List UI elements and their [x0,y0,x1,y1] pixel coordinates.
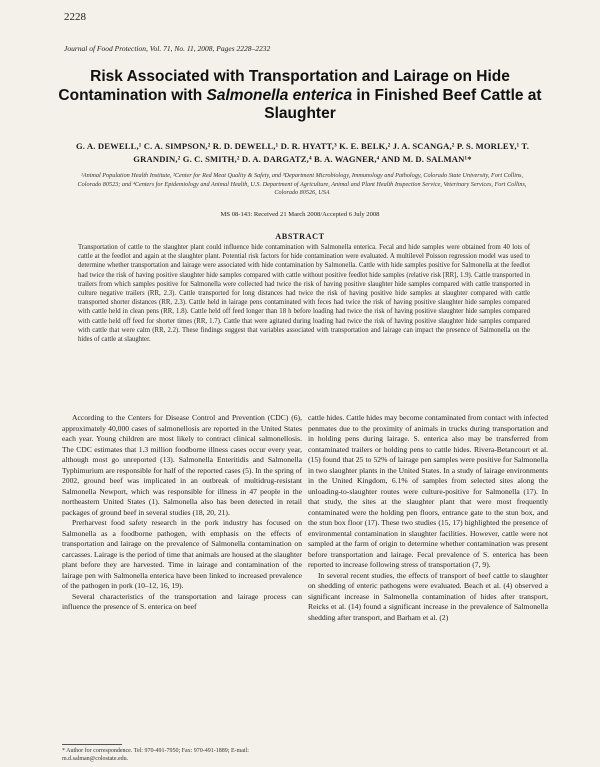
paragraph: In several recent studies, the effects of transport of beef cattle to slaughter on shedding of enteric pathogens were evaluated. Beach et al. (4) observed a significant increase in Salmonella contamination of hides after transport, Reicks et al. (14) found a significant increase in the prevalence of Salmonella shedding after transport, and Barham et al. (2) [308,570,548,622]
body-column-left [62,413,302,613]
correspondence-footnote: * Author for correspondence. Tel: 970-491-7950; Fax: 970-491-1889; E-mail: m.d.salman@colostate.edu. [62,748,249,762]
paragraph: According to the Centers for Disease Control and Prevention (CDC) (6), approximately 40,000 cases of salmonellosis are reported in the United States each year. Young children are most likely to contract clinical salmonellosis. The CDC estimates that 1.3 million foodborne illness cases occur every year, although most go unreported (13). Salmonella Enteritidis and Salmonella Typhimurium are responsible for half of the reported cases (5). In the spring of 2002, ground beef was implicated in an outbreak of multidrug-resistant Salmonella Newport, which was responsible for illness in 47 people in the northeastern United States (1). Salmonella also has been detected in retail packages of ground beef in several studies (18, 20, 21). [62,413,302,517]
paragraph: Prerharvest food safety research in the pork industry has focused on Salmonella as a foodborne pathogen, with emphasis on the effects of transportation and lairage on the prevalence of Salmonella contamination on carcasses. Lairage is the period of time that animals are housed at the slaughter plant before they are harvested. Time in lairage and contamination of the lairage pen with Salmonella enterica have been linked to increased prevalence of the pathogen in pork (10–12, 16, 19). [62,518,302,590]
abstract-heading: ABSTRACT [275,232,325,241]
abstract-text: Transportation of cattle to the slaughter plant could influence hide contamination with Salmonella enterica. Fecal and hide samples were obtained from 40 lots of cattle at the feedlot and again at the slaughter plant. Potential risk factors for hide contamination were evaluated. A multilevel Poisson regression model was used to determine whether transportation and lairage were associated with hide contamination by Salmonella. Cattle with hide samples positive for Salmonella at the feedlot had twice the risk of having positive slaughter hide samples compared with cattle without positive feedlot hide samples (relative risk [RR], 1.9). Cattle transported in trailers from which samples positive for Salmonella were collected had twice the risk of having positive slaughter hide samples compared with cattle transported in culture negative trailers (RR, 2.3). Cattle transported for long distances had twice the risk of having positive hide samples at slaughter compared with cattle transported shorter distances (RR, 2.3). Cattle held in lairage pens contaminated with feces had twice the risk of having positive slaughter hide samples compared with cattle held in clean pens (RR, 1.8). Cattle held off feed longer than 18 h before loading had twice the risk of having positive slaughter hide samples compared with cattle held off feed for shorter times (RR, 1.7). Cattle that were agitated during loading had twice the risk of having positive slaughter hide samples compared with cattle that were calm (RR, 2.2). These findings suggest that variables associated with transportation and lairage can impact the presence of Salmonella on the hides of cattle at slaughter. [78,244,530,344]
article-title [40,68,560,124]
author-list: G. A. DEWELL,¹ C. A. SIMPSON,² R. D. DEWELL,¹ D. R. HYATT,³ K. E. BELK,² J. A. SCANGA,² P. S. MORLEY,¹ T. GRANDIN,² G. C. SMITH,² D. A. DARGATZ,⁴ B. A. WAGNER,⁴ AND M. D. SALMAN¹* [75,141,530,164]
title-part-2: in Finished Beef Cattle at Slaughter [264,86,542,122]
footnote-rule [62,744,122,745]
paragraph: cattle hides. Cattle hides may become contaminated from contact with infected penmates due to the proximity of animals in trucks during transportation and in holding pens during lairage. S. enterica also may be transferred from contaminated trailers or holding pens to cattle hides. Rivera-Betancourt et al. (15) found that 25 to 52% of lairage pen samples were positive for Salmonella in two slaughter plants in the United States. In a study of lairage environments in the United Kingdom, 6.1% of samples from selected sites along the unloading-to-slaughter routes were culture-positive for Salmonella (17). In that study, the sites at the slaughter plant that were most frequently contaminated were the holding pen floors, entrance gate to the stun box, and the stun box floor (17). These two studies (15, 17) highlighted the presence of environmental contamination in slaughter facilities. However, cattle were not sampled at the farm of origin to determine whether contamination was present before transportation and lairage. Fecal prevalence of S. enterica has been reported to increase following stress of transportation (7, 9). [308,413,548,569]
page-number: 2228 [64,11,86,23]
affiliations: ¹Animal Population Health Institute, ²Center for Red Meat Quality & Safety, and ³Department Microbiology, Immunology and Pathology, Colorado State University, Fort Collins, Colorado 80523; and ⁴Centers for Epidemiology and Animal Health, U.S. Department of Agriculture, Animal and Plant Health Inspection Service, Veterinary Services, Fort Collins, Colorado 80526, USA [77,172,527,197]
body-column-right [308,413,548,623]
paragraph: Several characteristics of the transportation and lairage process can influence the presence of S. enterica on beef [62,591,302,611]
journal-citation: Journal of Food Protection, Vol. 71, No. 11, 2008, Pages 2228–2232 [64,44,271,53]
manuscript-dates: MS 08-143: Received 21 March 2008/Accepted 6 July 2008 [220,211,380,218]
title-italic: Salmonella enterica [206,86,353,104]
title-part-1: Risk Associated with Transportation and Lairage on Hide Contamination with [58,68,510,104]
